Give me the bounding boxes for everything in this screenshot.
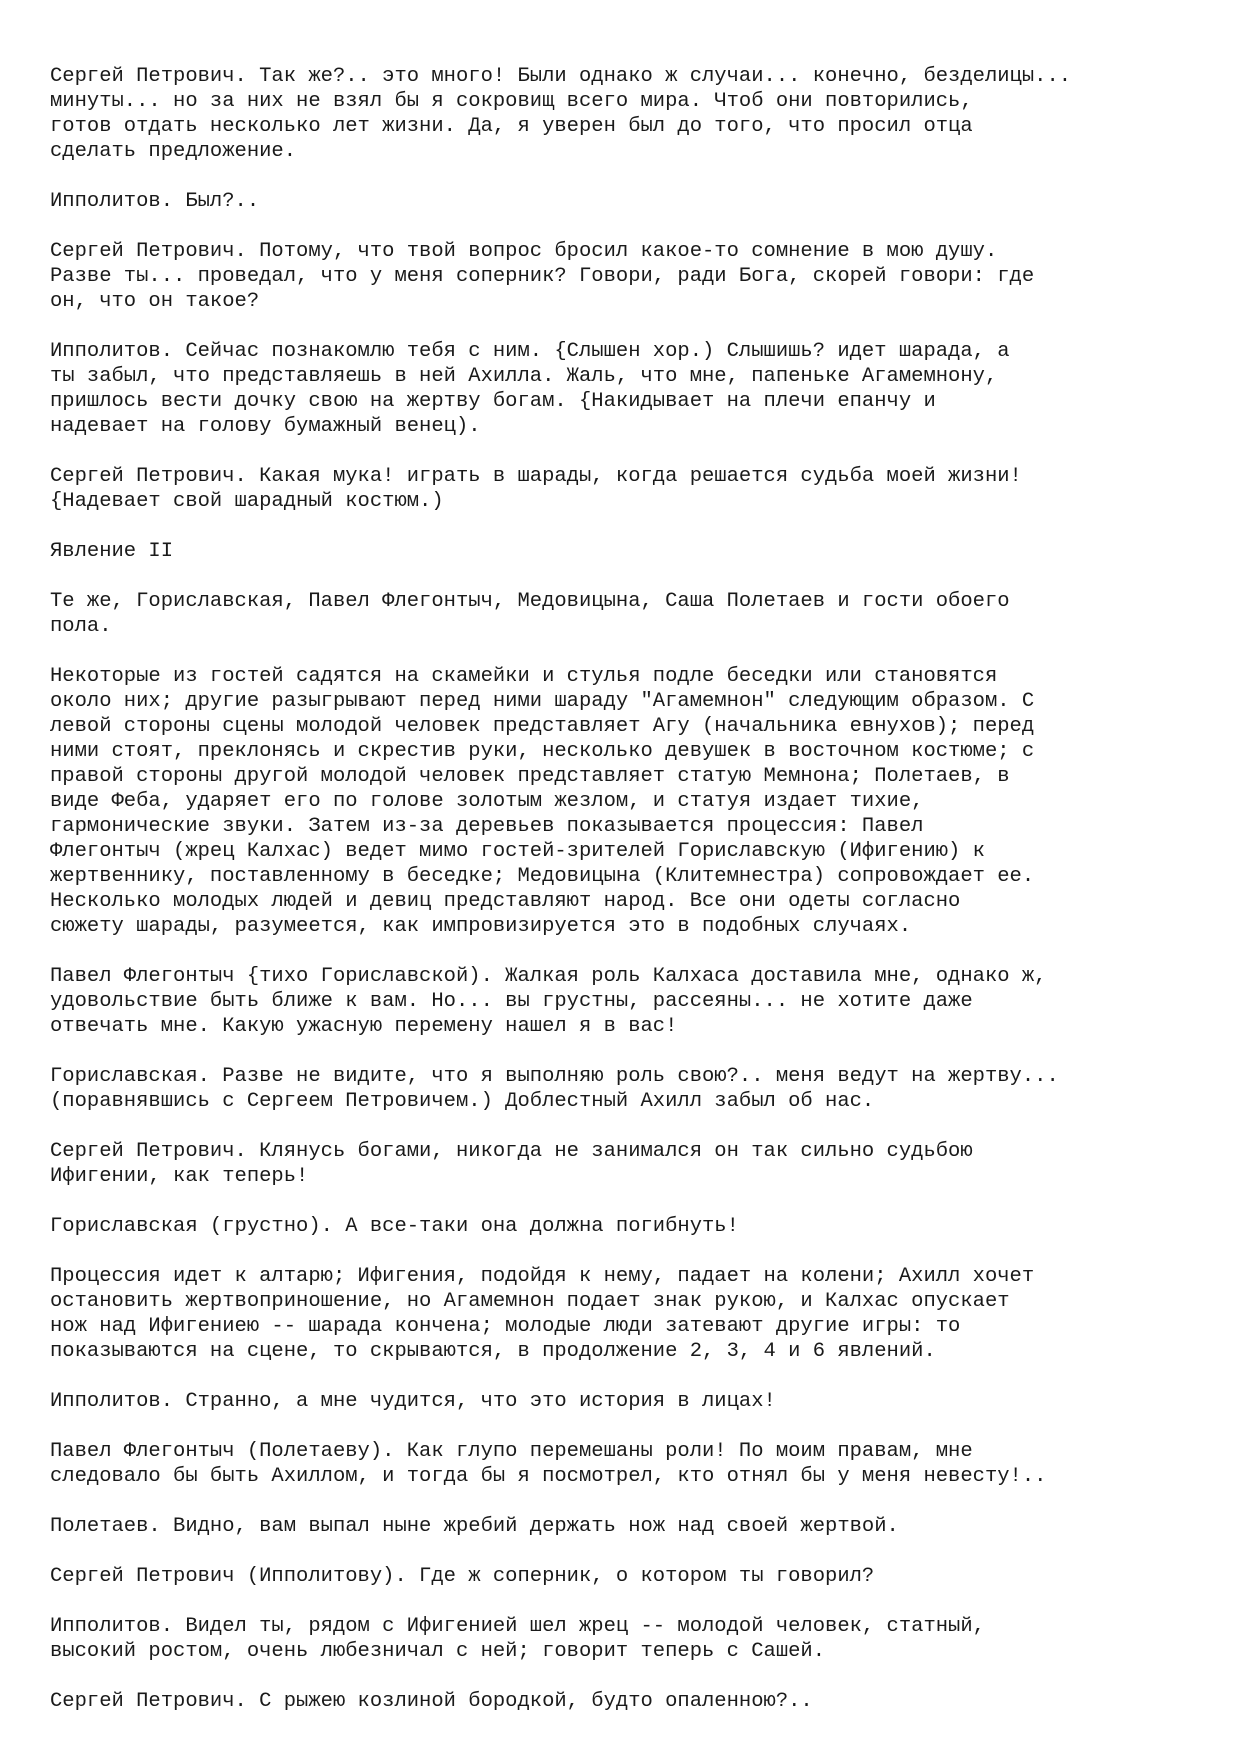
paragraph: Павел Флегонтыч (Полетаеву). Как глупо перемешаны роли! По моим правам, мне следовало бы быть Ахиллом, и тогда бы я посмотрел, кто отнял бы у меня невесту!.. [50, 1440, 1047, 1488]
paragraph: Те же, Гориславская, Павел Флегонтыч, Медовицына, Саша Полетаев и гости обоего пола. [50, 590, 1010, 638]
paragraph: Ипполитов. Странно, а мне чудится, что это история в лицах! [50, 1390, 776, 1413]
paragraph: Сергей Петрович. Какая мука! играть в шарады, когда решается судьба моей жизни! {Надевает свой шарадный костюм.) [50, 465, 1022, 513]
paragraph: Сергей Петрович. Потому, что твой вопрос бросил какое-то сомнение в мою душу. Разве ты... проведал, что у меня соперник? Говори, ради Бога, скорей говори: где он, что он такое? [50, 240, 1035, 313]
paragraph: Гориславская. Разве не видите, что я выполняю роль свою?.. меня ведут на жертву... (поравнявшись с Сергеем Петровичем.) Доблестный Ахилл забыл об нас. [50, 1065, 1059, 1113]
paragraph: Гориславская (грустно). А все-таки она должна погибнуть! [50, 1215, 739, 1238]
scene-heading: Явление II [50, 540, 174, 563]
paragraph: Ипполитов. Сейчас познакомлю тебя с ним. {Слышен хор.) Слышишь? идет шарада, а ты забыл, что представляешь в ней Ахилла. Жаль, что мне, папеньке Агамемнону, пришлось вести дочку свою на жертву богам. {Накидывает на плечи епанчу и надевает на голову бумажный венец). [50, 340, 1010, 438]
paragraph: Сергей Петрович. Так же?.. это много! Были однако ж случаи... конечно, безделицы... минуты... но за них не взял бы я сокровищ всего мира. Чтоб они повторились, готов отдать несколько лет жизни. Да, я уверен был до того, что просил отца сделать предложение. [50, 65, 1072, 163]
paragraph: Сергей Петрович (Ипполитову). Где ж соперник, о котором ты говорил? [50, 1565, 875, 1588]
document-page [50, 64, 1200, 1739]
paragraph: Сергей Петрович. С рыжею козлиной бородкой, будто опаленною?.. [50, 1690, 813, 1713]
paragraph: Сергей Петрович. Клянусь богами, никогда не занимался он так сильно судьбою Ифигении, как теперь! [50, 1140, 973, 1188]
paragraph: Павел Флегонтыч {тихо Гориславской). Жалкая роль Калхаса доставила мне, однако ж, удовольствие быть ближе к вам. Но... вы грустны, рассеяны... не хотите даже отвечать мне. Какую ужасную перемену нашел я в вас! [50, 965, 1047, 1038]
paragraph: Ипполитов. Был?.. [50, 190, 260, 213]
stage-direction: Некоторые из гостей садятся на скамейки и стулья подле беседки или становятся около них; другие разыгрывают перед ними шараду "Агамемнон" следующим образом. С левой стороны сцены молодой человек представляет Агу (начальника евнухов); перед ними стоят, преклонясь и скрестив руки, несколько девушек в восточном костюме; с правой стороны другой молодой человек представляет статую Мемнона; Полетаев, в виде Феба, ударяет его по голове золотым жезлом, и статуя издает тихие, гармонические звуки. Затем из-за деревьев показывается процессия: Павел Флегонтыч (жрец Калхас) ведет мимо гостей-зрителей Гориславскую (Ифигению) к жертвеннику, поставленному в беседке; Медовицына (Клитемнестра) сопровождает ее. Несколько молодых людей и девиц представляют народ. Все они одеты согласно сюжету шарады, разумеется, как импровизируется это в подобных случаях. [50, 665, 1035, 938]
paragraph: Ипполитов. Видел ты, рядом с Ифигенией шел жрец -- молодой человек, статный, высокий ростом, очень любезничал с ней; говорит теперь с Сашей. [50, 1615, 985, 1663]
paragraph: Полетаев. Видно, вам выпал ныне жребий держать нож над своей жертвой. [50, 1515, 899, 1538]
stage-direction: Процессия идет к алтарю; Ифигения, подойдя к нему, падает на колени; Ахилл хочет остановить жертвоприношение, но Агамемнон подает знак рукою, и Калхас опускает нож над Ифигениею -- шарада кончена; молодые люди затевают другие игры: то показываются на сцене, то скрываются, в продолжение 2, 3, 4 и 6 явлений. [50, 1265, 1035, 1363]
